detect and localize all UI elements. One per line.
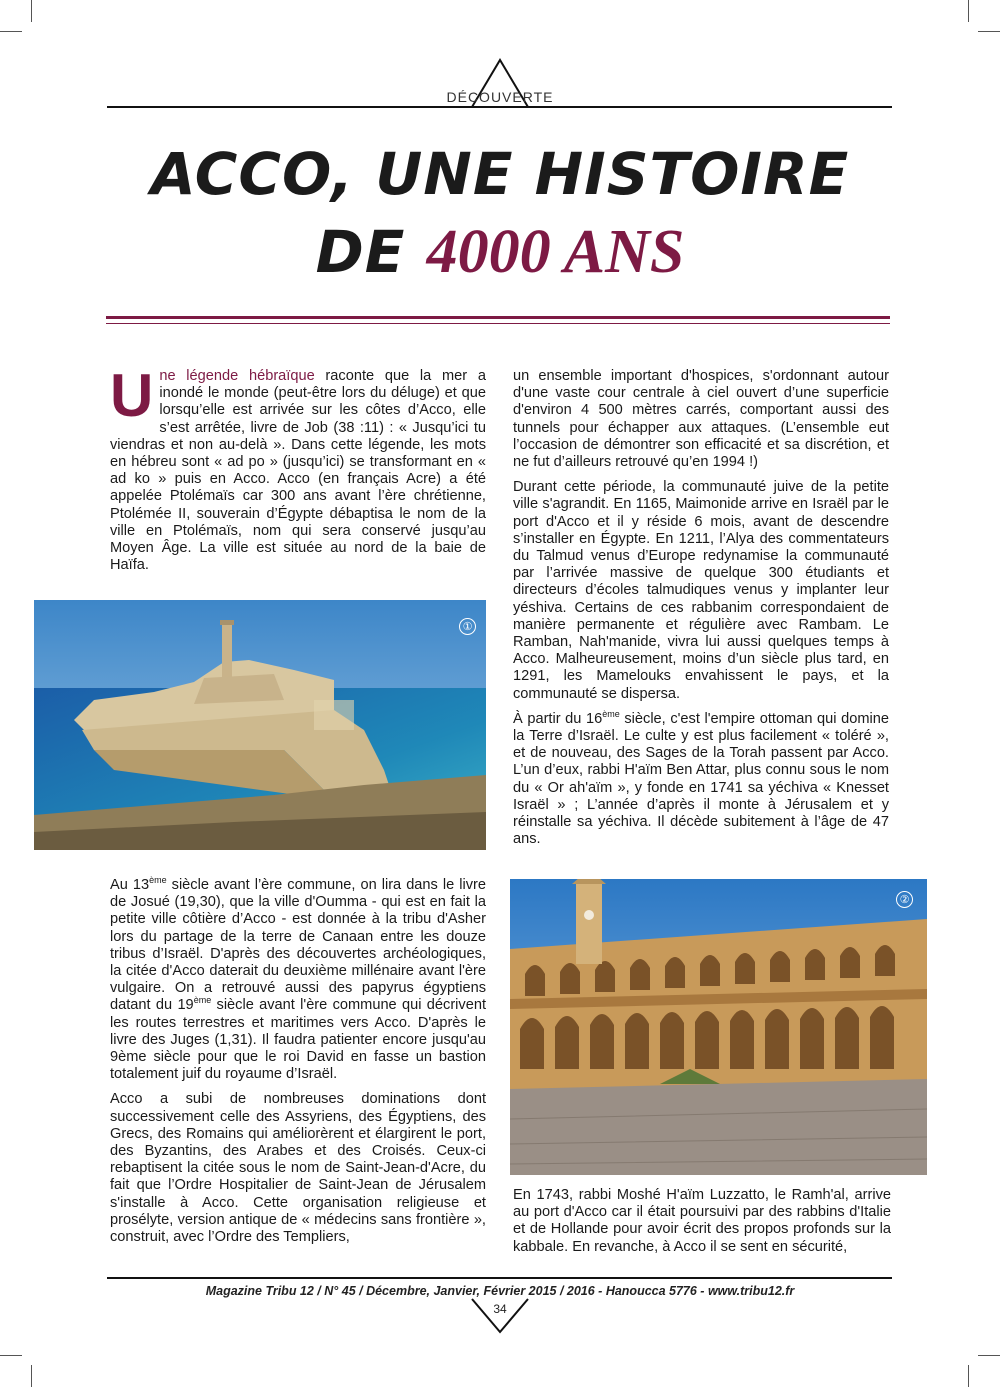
- superscript: ème: [602, 709, 620, 719]
- footer-publication-line: Magazine Tribu 12 / N° 45 / Décembre, Janvier, Février 2015 / 2016 - Hanoucca 5776 - www.tribu12.fr: [205, 1284, 795, 1298]
- paragraph-hospices: un ensemble important d'hospices, s'ordonnant autour d'une vaste cour centrale à ciel ouvert d’une superficie d'environ 4 500 mètres carrés, comportant aussi des tunnels pour échapper aux attaques. (L’ensemble eut l’occasion de démontrer son efficacité et sa discrétion, et ne fut d’ailleurs retrouvé qu’en 1994 !): [513, 368, 889, 471]
- header-rule: [107, 106, 892, 108]
- crop-mark: [968, 1365, 969, 1387]
- drop-cap: U: [110, 362, 154, 429]
- paragraph-dominations: Acco a subi de nombreuses dominations dont successivement celle des Assyriens, des Égyptiens, des Grecs, des Romains qui améliorèrent et élargirent le port, des Byzantins, des Arabes et des Croisés. Ceux-ci rebaptisent la citée sous le nom de Saint-Jean-d'Acre, du fait que l’Ordre Hospitalier de Saint-Jean de Jérusalem s'installe à Acco. Cette organisation religieuse et prosélyte, version antique de « médecins sans frontière », construit, avec l’Ordre des Templiers,: [110, 1091, 486, 1246]
- page-title-line1: ACCO, UNE HISTOIRE: [150, 140, 850, 208]
- superscript: ème: [149, 875, 167, 886]
- text-run: À partir du 16: [513, 710, 603, 727]
- title-accent: 4000 ANS: [426, 218, 685, 286]
- page-title-line2: [0, 217, 1000, 288]
- khan-courtyard-photo: [510, 879, 927, 1175]
- text-run: siècle avant l'ère commune qui décrivent les routes terrestres et maritimes vers Acco. D'après le livre des Juges (1,31). Il faudra patienter encore jusqu'au 9ème siècle pour que le roi David en fasse un bastion totalement juif du royaume d’Israël.: [110, 997, 487, 1083]
- crop-mark: [968, 0, 969, 22]
- crop-mark: [31, 0, 32, 22]
- superscript: ème: [193, 995, 212, 1006]
- text-run: siècle, c'est l'empire ottoman qui domine la Terre d’Israël. Le culte y est plus facilement « toléré », et de nouveau, des Sages de la Torah passent par Acco. L’un d’eux, rabbi H'aïm Ben Attar, plus connu sous le nom du « Or ah'aïm », y fonde en 1741 sa yéchiva « Knesset Israël » ; L’année d’après il monte à Jérusalem et y réinstalle sa yéchiva. Il décède subitement à l’âge de 47 ans.: [513, 710, 889, 848]
- title-rule-thick: [106, 316, 890, 319]
- title-prefix: DE: [315, 218, 427, 286]
- text-run: Au 13: [110, 877, 150, 893]
- paragraph-community: Durant cette période, la communauté juive de la petite ville s'agrandit. En 1165, Maimonide arrive en Israël par le port d'Acco et il y réside 6 mois, avant de descendre s’installer en Égypte. En 1211, l’Alya des commentateurs du Talmud venus d’Europe redynamise la communauté par l’arrivée massive de quelque 300 étudiants et directeurs d’écoles talmudiques venus y implanter leur yéshiva. Certains de ces rabbanim correspondaient de manière permanente et régulière avec Rambam. Le Ramban, Nah'manide, vivra lui aussi quelques temps à Acco. Malheureusement, moins d’un siècle plus tard, en 1291, les Mamelouks envahissent le pays, et la communauté se dispersa.: [513, 479, 889, 702]
- lead-text: ne légende hébraïque: [159, 368, 315, 384]
- text-run: siècle avant l’ère commune, on lira dans le livre de Josué (19,30), que la ville d'Oumma - qui est en fait la petite ville côtière d’Acco - est donnée à la tribu d'Asher lors du partage de la terre de Canaan entre les douze tribus d’Israël. D'après des découvertes archéologiques, la citée d'Acco daterait du deuxième millénaire avant l'ère vulgaire. On a retrouvé aussi des papyrus égyptiens datant du 19: [110, 877, 486, 1014]
- intro-text: raconte que la mer a inondé le monde (peut-être lors du déluge) et que lorsqu’elle est arrivée sur les côtes d’Acco, elle s’est arrêtée, livre de Job (38 :11) : « Jusqu’ici tu viendras et non au-delà ». Dans cette légende, les mots en hébreu sont « ad po » (jusqu’ici) se transformant en « ad ko » puis en Acco. Acco (en français Acre) a été appelée Ptolémaïs car 300 ans avant l’ère chrétienne, Ptolémée II, souverain d’Égypte débaptisa le nom de la ville en Ptolémaïs, nom qui sera conservé jusqu’au Moyen Âge. La ville est située au nord de la baie de Haïfa.: [110, 368, 486, 574]
- footer-rule: [107, 1277, 892, 1279]
- title-rule-thin: [106, 323, 890, 324]
- right-column-text: [513, 368, 889, 856]
- paragraph-luzzatto: En 1743, rabbi Moshé H'aïm Luzzatto, le Ramh'al, arrive au port d'Acco car il était poursuivi par des rabbins d'Italie et de Hollande pour avoir écrit des propos profonds sur la kabbale. En revanche, à Acco il se sent en sécurité,: [513, 1187, 891, 1255]
- crop-mark: [0, 31, 22, 32]
- crop-mark: [0, 1355, 22, 1356]
- page-number: 34: [493, 1302, 507, 1316]
- section-label: DÉCOUVERTE: [446, 89, 554, 105]
- acco-coast-photo: [34, 600, 486, 850]
- photo-number-badge: ①: [459, 618, 476, 635]
- left-column-intro: [110, 362, 486, 582]
- crop-mark: [978, 1355, 1000, 1356]
- photo-number-badge: ②: [896, 891, 913, 908]
- crop-mark: [31, 1365, 32, 1387]
- right-column-continuation: [513, 1187, 891, 1264]
- left-column-history: [110, 877, 486, 1254]
- crop-mark: [978, 31, 1000, 32]
